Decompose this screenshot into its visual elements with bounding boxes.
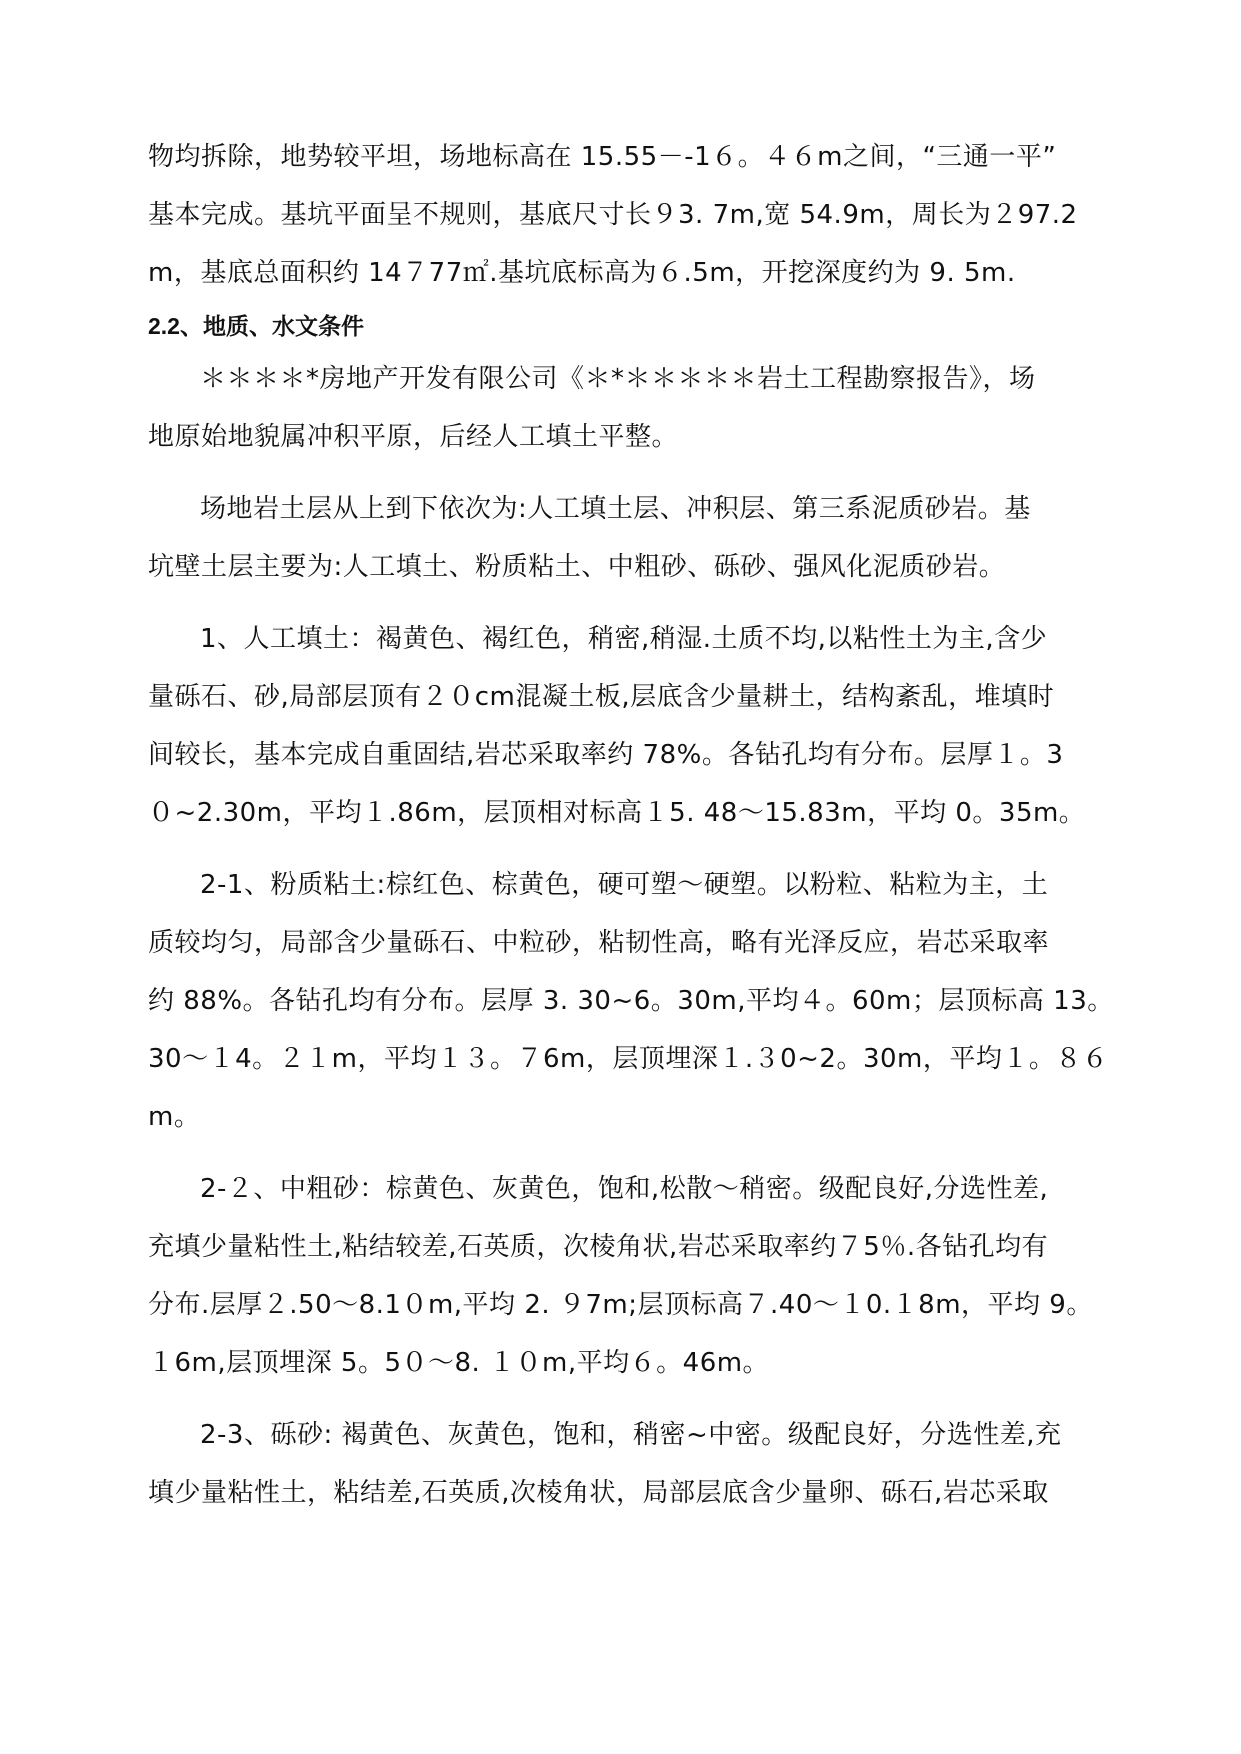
text-line: 场地岩土层从上到下依次为:人工填土层、冲积层、第三系泥质砂岩。基	[200, 494, 1031, 524]
paragraph-layer-2-2-coarse-sand	[148, 1160, 1123, 1392]
text-line: ＊＊＊＊*房地产开发有限公司《＊*＊＊＊＊＊岩土工程勘察报告》，场	[200, 364, 1036, 394]
section-heading: 2.2、地质、水文条件	[148, 313, 364, 339]
text-line: 地原始地貌属冲积平原，后经人工填土平整。	[148, 422, 679, 452]
intro-paragraph	[148, 128, 1123, 302]
paragraph-report-source	[148, 350, 1123, 466]
text-line: ０~2.30m，平均１.86m，层顶相对标高１5. 48～15.83m，平均 0。35m。	[148, 798, 1086, 828]
document-page	[148, 128, 1123, 1522]
text-line: 2-3、砾砂: 褐黄色、灰黄色，饱和，稍密~中密。级配良好，分选性差,充	[200, 1420, 1062, 1450]
paragraph-strata-overview	[148, 480, 1123, 596]
text-line: 质较均匀，局部含少量砾石、中粒砂，粘韧性高，略有光泽反应，岩芯采取率	[148, 928, 1050, 958]
text-line: 1、人工填土：褐黄色、褐红色，稍密,稍湿.土质不均,以粘性土为主,含少	[200, 624, 1048, 654]
text-line: 分布.层厚２.50～8.1０m,平均 2. ９7m;层顶标高７.40～１0.１8m，平均 9。	[148, 1290, 1093, 1320]
text-line: 充填少量粘性土,粘结较差,石英质，次棱角状,岩芯采取率约７5％.各钻孔均有	[148, 1232, 1049, 1262]
text-line: 2-２、中粗砂：棕黄色、灰黄色，饱和,松散～稍密。级配良好,分选性差,	[200, 1174, 1049, 1204]
text-line: 间较长，基本完成自重固结,岩芯采取率约 78%。各钻孔均有分布。层厚１。3	[148, 740, 1064, 770]
text-line: 2-1、粉质粘土:棕红色、棕黄色，硬可塑～硬塑。以粉粒、粘粒为主，土	[200, 870, 1049, 900]
text-line: 填少量粘性土，粘结差,石英质,次棱角状，局部层底含少量卵、砾石,岩芯采取	[148, 1478, 1049, 1508]
text-line: 约 88%。各钻孔均有分布。层厚 3. 30~6。30m,平均４。60m；层顶标高 13。	[148, 986, 1114, 1016]
paragraph-layer-2-1-silty-clay	[148, 856, 1123, 1146]
text-line: 基本完成。基坑平面呈不规则，基底尺寸长９3. 7m,宽 54.9m，周长为２97.2	[148, 200, 1078, 230]
paragraph-layer-2-3-gravel-sand	[148, 1406, 1123, 1522]
text-line: 坑壁土层主要为:人工填土、粉质粘土、中粗砂、砾砂、强风化泥质砂岩。	[148, 552, 1006, 582]
text-line: m，基底总面积约 14７77㎡.基坑底标高为６.5m，开挖深度约为 9. 5m.	[148, 258, 1016, 288]
text-line: m。	[148, 1102, 201, 1132]
paragraph-layer-1-fill	[148, 610, 1123, 842]
text-line: １6m,层顶埋深 5。5０～8. １０m,平均６。46m。	[148, 1348, 770, 1378]
text-line: 30～１4。２１m，平均１３。７6m，层顶埋深１.３0~2。30m，平均１。８６	[148, 1044, 1109, 1074]
text-line: 量砾石、砂,局部层顶有２０cm混凝土板,层底含少量耕土，结构紊乱，堆填时	[148, 682, 1055, 712]
text-line: 物均拆除，地势较平坦，场地标高在 15.55－-1６。４６m之间，“三通一平”	[148, 142, 1057, 172]
